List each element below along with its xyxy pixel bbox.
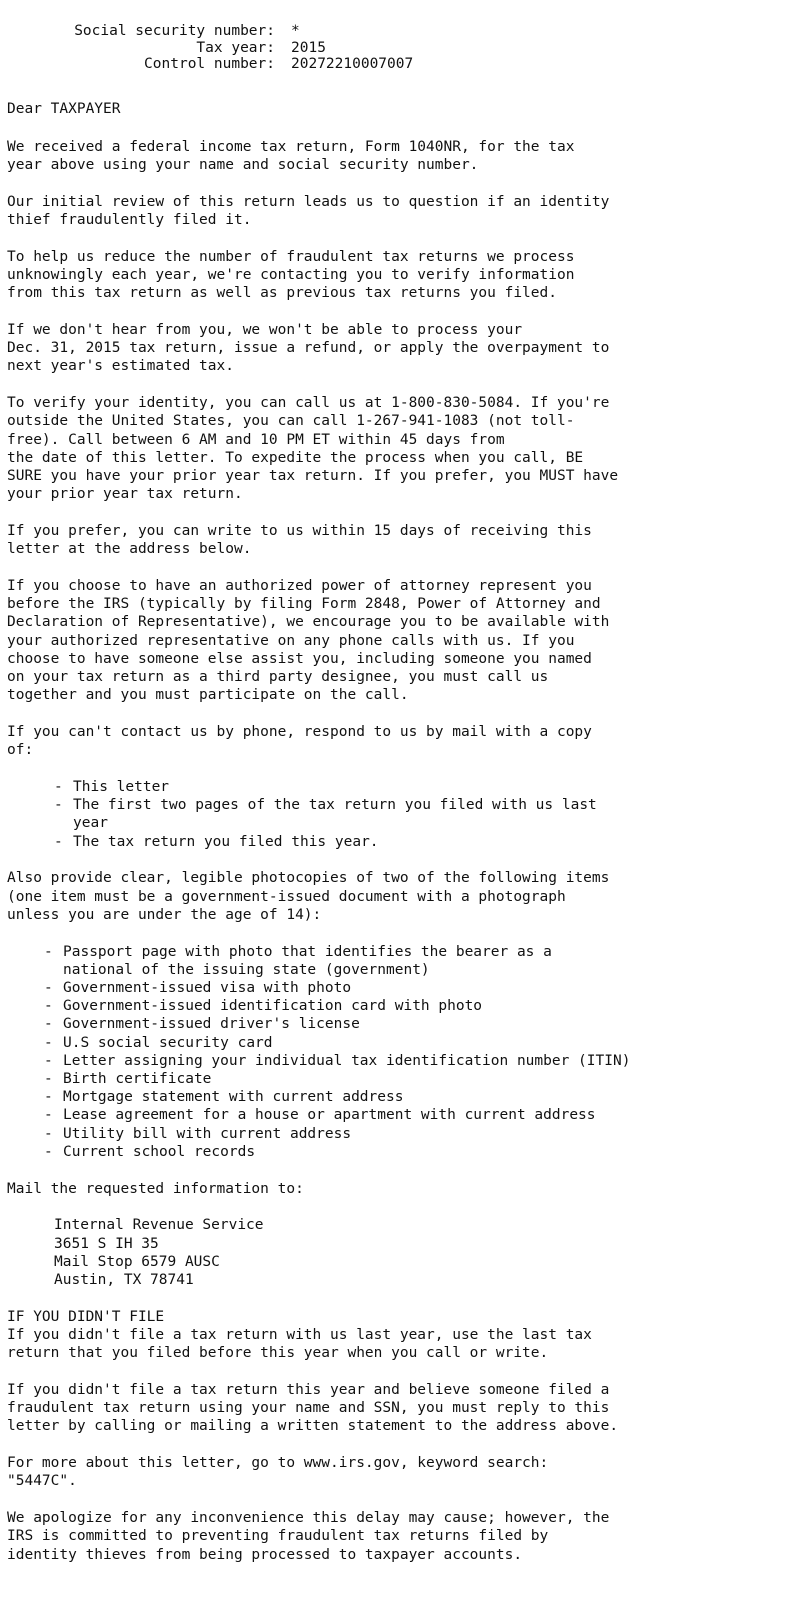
paragraph-didnt-file-this-year: If you didn't file a tax return this year and believe someone filed a fraudulent tax return using your name and SSN, you must reply to this letter by calling or mailing a written statement to the address above.: [7, 1381, 619, 1435]
paragraph-no-response: If we don't hear from you, we won't be able to process your Dec. 31, 2015 tax return, issue a refund, or apply the overpayment to next year's estimated tax.: [7, 321, 610, 375]
paragraph-write-to-us: If you prefer, you can write to us within 15 days of receiving this letter at the address below.: [7, 522, 592, 558]
address-line: Mail Stop 6579 AUSC: [54, 1253, 220, 1270]
list-item: - Lease agreement for a house or apartment with current address: [63, 1106, 797, 1124]
tax-year-row: [7, 39, 797, 56]
list-item: - Government-issued driver's license: [63, 1015, 797, 1033]
tax-year-value: 2015: [291, 39, 326, 56]
list-item: - Government-issued identification card with photo: [63, 997, 797, 1015]
list-item: - Utility bill with current address: [63, 1125, 797, 1143]
list-item: - Passport page with photo that identifies the bearer as a national of the issuing state (government): [63, 943, 797, 979]
list-item: - Birth certificate: [63, 1070, 797, 1088]
ssn-value: *: [291, 23, 300, 39]
paragraph-return-received: We received a federal income tax return, Form 1040NR, for the tax year above using your name and social security number.: [7, 138, 575, 173]
address-line: Internal Revenue Service: [54, 1217, 264, 1234]
list-item: - U.S social security card: [63, 1034, 797, 1052]
list-item: - Mortgage statement with current address: [63, 1088, 797, 1106]
list-item: - The first two pages of the tax return you filed with us last year: [73, 796, 797, 832]
list-item: - The tax return you filed this year.: [73, 833, 797, 851]
paragraph-didnt-file-last-year: If you didn't file a tax return with us last year, use the last tax return that you filed before this year when you call or write.: [7, 1326, 592, 1362]
address-line: Austin, TX 78741: [54, 1271, 194, 1288]
control-number-row: [7, 55, 797, 72]
paragraph-mail-to: Mail the requested information to:: [7, 1180, 304, 1197]
letter-header: [7, 22, 797, 72]
ssn-row: [7, 22, 797, 39]
salutation: Dear TAXPAYER: [7, 100, 121, 117]
paragraph-initial-review: Our initial review of this return leads us to question if an identity thief fraudulently filed it.: [7, 193, 610, 228]
paragraph-apology: We apologize for any inconvenience this delay may cause; however, the IRS is committed to preventing fraudulent tax returns filed by identity thieves from being processed to taxpayer accounts.: [7, 1510, 610, 1563]
paragraph-power-of-attorney: If you choose to have an authorized power of attorney represent you before the IRS (typically by filing Form 2848, Power of Attorney and Declaration of Representative), we encourage you to be available with your authorized representative on any phone calls with us. If you choose to have someone else assist you, including someone you named on your tax return as a third party designee, you must call us together and you must participate on the call.: [7, 577, 610, 704]
address-line: 3651 S IH 35: [54, 1235, 159, 1252]
tax-year-label: Tax year:: [196, 39, 275, 56]
paragraph-more-info: For more about this letter, go to www.irs.gov, keyword search: "5447C".: [7, 1455, 549, 1490]
paragraph-reduce-fraud: To help us reduce the number of fraudulent tax returns we process unknowingly each year, we're contacting you to verify information from this tax return as well as previous tax returns you filed.: [7, 248, 575, 302]
section-heading-didnt-file: IF YOU DIDN'T FILE: [7, 1308, 165, 1325]
list-item: - Government-issued visa with photo: [63, 979, 797, 997]
paragraph-verify-by-phone: To verify your identity, you can call us at 1-800-830-5084. If you're outside the United States, you can call 1-267-941-1083 (not toll- free). Call between 6 AM and 10 PM ET within 45 days from the date of this letter. To expedite the process when you call, BE SURE you have your prior year tax return. If you prefer, you MUST have your prior year tax return.: [7, 395, 619, 503]
irs-letter: [7, 22, 797, 1582]
list-item: - This letter: [73, 778, 797, 796]
ssn-label: Social security number:: [74, 23, 275, 39]
id-documents-list: [7, 943, 797, 1161]
control-number-label: Control number:: [144, 56, 275, 72]
mail-items-list: [7, 778, 797, 851]
paragraph-respond-by-mail: If you can't contact us by phone, respond to us by mail with a copy of:: [7, 723, 592, 759]
mailing-address: [7, 1216, 797, 1289]
list-item: - Current school records: [63, 1143, 797, 1161]
list-item: - Letter assigning your individual tax identification number (ITIN): [63, 1052, 797, 1070]
paragraph-photocopies: Also provide clear, legible photocopies of two of the following items (one item must be a government-issued document with a photograph unless you are under the age of 14):: [7, 870, 610, 923]
control-number-value: 20272210007007: [291, 56, 414, 72]
